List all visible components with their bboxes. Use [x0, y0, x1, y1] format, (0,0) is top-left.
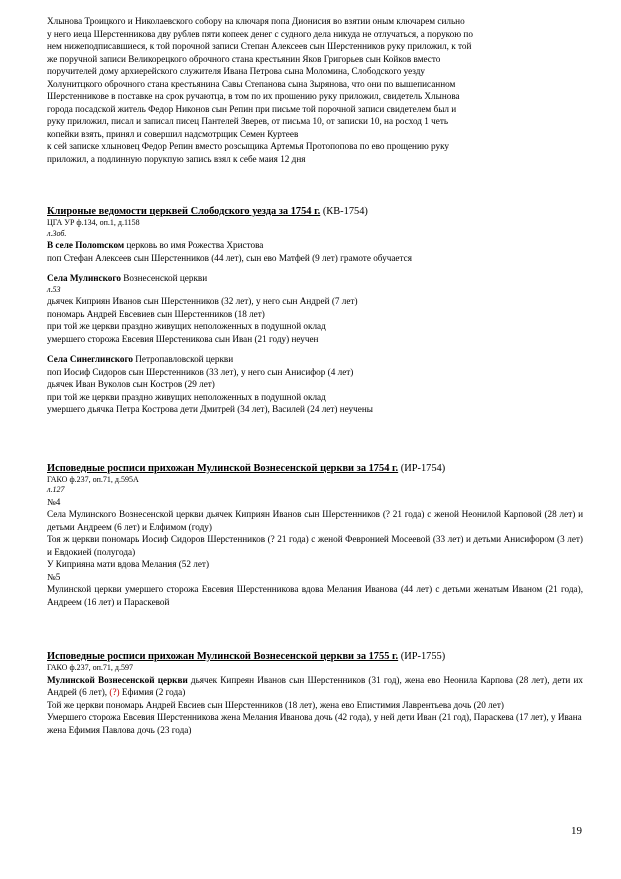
uncertain-mark: (?): [109, 687, 120, 697]
church-heading: [47, 353, 583, 366]
section-code: (КВ-1754): [320, 206, 368, 217]
church-name: Петропавловской церкви: [133, 354, 234, 364]
section-heading: [47, 650, 583, 663]
entry-paragraph: У Киприяна мати вдова Мелания (52 лет): [47, 559, 210, 569]
entry-text: Ефимия (2 года): [119, 687, 186, 697]
entry-paragraph: Села Мулинского Вознесенской церкви дьячек Киприян Иванов сын Шерстенников (? 21 года) с женой Неонилой Карповой (28 лет) и детьми Андреем (6 лет) и Елфимом (году): [47, 509, 583, 532]
record-number: №5: [47, 571, 61, 582]
intro-line: Хлынова Троицкого и Николаевского собору на ключаря попа Дионисия во взятии оным ключарем сильно: [47, 16, 465, 26]
entry-line: поп Иосиф Сидоров сын Шерстенников (33 лет), у него сын Анисифор (4 лет): [47, 366, 354, 377]
entry-line: пономарь Андрей Евсевиев сын Шерстенников (18 лет): [47, 308, 265, 319]
archive-reference: ЦГА УР ф.134, оп.1, д.1158: [47, 218, 140, 227]
intro-line: Шерстенникове в поставке на срок ручаютца, в том по их прошению руку приложил, свидетель Хлынова: [47, 91, 460, 101]
section-code: (ИР-1755): [398, 651, 446, 662]
intro-line: поручителей дому архиерейского служителя Ивана Петрова сына Моломина, Слободского уезду: [47, 66, 426, 76]
intro-paragraph: [47, 15, 583, 165]
section-title: Исповедные росписи прихожан Мулинской Вознесенской церкви за 1755 г.: [47, 651, 399, 662]
archive-reference: ГАКО ф.237, оп.71, д.595А: [47, 474, 139, 484]
intro-line: копейки взять, принял и совершил надсмотрщик Семен Куртеев: [47, 128, 299, 139]
entry-paragraph: Мулинской церкви умершего сторожа Евсевия Шерстенникова вдова Мелания Иванова (44 лет) с детьми женатым Иваном (21 года), Андреем (16 лет) и Параскевой: [47, 584, 583, 607]
intro-line: приложил, а подлинную порукпую запись взял к себе маия 12 дня: [47, 153, 306, 164]
church-name-bold: Мулинской Вознесенской церкви: [47, 674, 188, 685]
intro-line: Холунитцкого оброчного стана крестьянина Савы Степанова сына Зырянова, что они по вышеписанном: [47, 78, 456, 89]
village-name: Села Синеглинского: [47, 354, 133, 364]
church-name: Вознесенской церкви: [120, 273, 208, 283]
record-number: №4: [47, 496, 61, 507]
entry-line: при той же церкви праздно живущих неположенных в подушной оклад: [47, 391, 326, 402]
section-ir-1754: [47, 462, 583, 609]
section-title: Исповедные росписи прихожан Мулинской Вознесенской церкви за 1754 г.: [47, 462, 399, 474]
entry-paragraph: Той же церкви пономарь Андрей Евсиев сын Шерстенников (18 лет), жена ево Епистимия Лаврентьева дочь (20 лет): [47, 699, 504, 710]
entry-text: дьячек Кипреян Иванов сын Шерстенников (31 год), жена ево Неонила Карпова (28 лет), дети их Андрей (6 лет),: [47, 674, 583, 697]
intro-line: у него иеца Шерстенникова дву рублев пяти копеек денег с судного дела никуда не отлучаться, а порукою по: [47, 28, 473, 39]
intro-line: города посадской житель Федор Никонов сын Репин при письме той порочной записи свидетелем был и: [47, 103, 457, 114]
entry-line: при той же церкви праздно живущих неположенных в подушной оклад: [47, 321, 326, 331]
entry-paragraph: Тоя ж церкви пономарь Иосиф Сидоров Шерстенников (? 21 года) с женой Февронией Мосеевой (33 лет) и детьми Анисифором (3 лет) и Евдокией (полугода): [47, 534, 583, 557]
intro-line: к сей записке хлыновец Федор Репин вместо розсыщика Артемья Протопопова по ево прощению руку: [47, 141, 450, 151]
intro-line: же поручной записи Великорецкого оброчного стана крестьянин Яков Григорьев сын Койков вместо: [47, 53, 441, 64]
intro-line: руку приложил, писал и записал писец Пантелей Зверев, от письма 10, от записки 10, на росход 1 четь: [47, 116, 449, 126]
document-page: [47, 15, 583, 736]
entry-line: умершего сторожа Евсевия Шерстеникова сын Иван (21 году) неучен: [47, 333, 319, 344]
intro-line: нем нижеподписавшиеся, к той порочной записи Степан Алексеев сын Шерстенников руку приложил, к той: [47, 41, 472, 51]
section-heading: [47, 462, 583, 475]
entry-line: умершего дьячка Петра Кострова дети Дмитрей (34 лет), Василей (24 лет) неучены: [47, 404, 373, 414]
archive-reference: ГАКО ф.237, оп.71, д.597: [47, 663, 133, 672]
church-heading: [47, 239, 583, 252]
entry-paragraph: Умершего сторожа Евсевия Шерстенникова жена Мелания Иванова дочь (42 года), у ней дети Иван (21 год), Параскева (17 лет), у Ивана жена Ефимия Павлова дочь (23 года): [47, 712, 582, 735]
folio-reference: л.53: [47, 284, 61, 294]
village-name: В селе Полomском: [47, 240, 125, 250]
church-heading: [47, 272, 583, 285]
entry-line: поп Стефан Алексеев сын Шерстенников (44 лет), сын ево Матфей (9 лет) грамоте обучается: [47, 252, 412, 263]
village-name: Села Мулинского: [47, 273, 121, 283]
section-kv-1754: [47, 205, 583, 416]
entry-line: дьячек Киприян Иванов сын Шерстенников (32 лет), у него сын Андрей (7 лет): [47, 296, 358, 306]
page-number: 19: [571, 825, 582, 837]
entry-line: дьячек Иван Вуколов сын Костров (29 лет): [47, 379, 215, 389]
entry-paragraph: [47, 674, 583, 699]
section-code: (ИР-1754): [398, 462, 446, 474]
folio-reference: л.127: [47, 485, 65, 494]
folio-reference: л.3об.: [47, 228, 67, 238]
church-name: церковь во имя Рожества Христова: [124, 240, 264, 250]
section-title: Клироные ведомости церквей Слободского уезда за 1754 г.: [47, 206, 321, 217]
section-ir-1755: [47, 650, 583, 736]
section-heading: [47, 205, 583, 218]
